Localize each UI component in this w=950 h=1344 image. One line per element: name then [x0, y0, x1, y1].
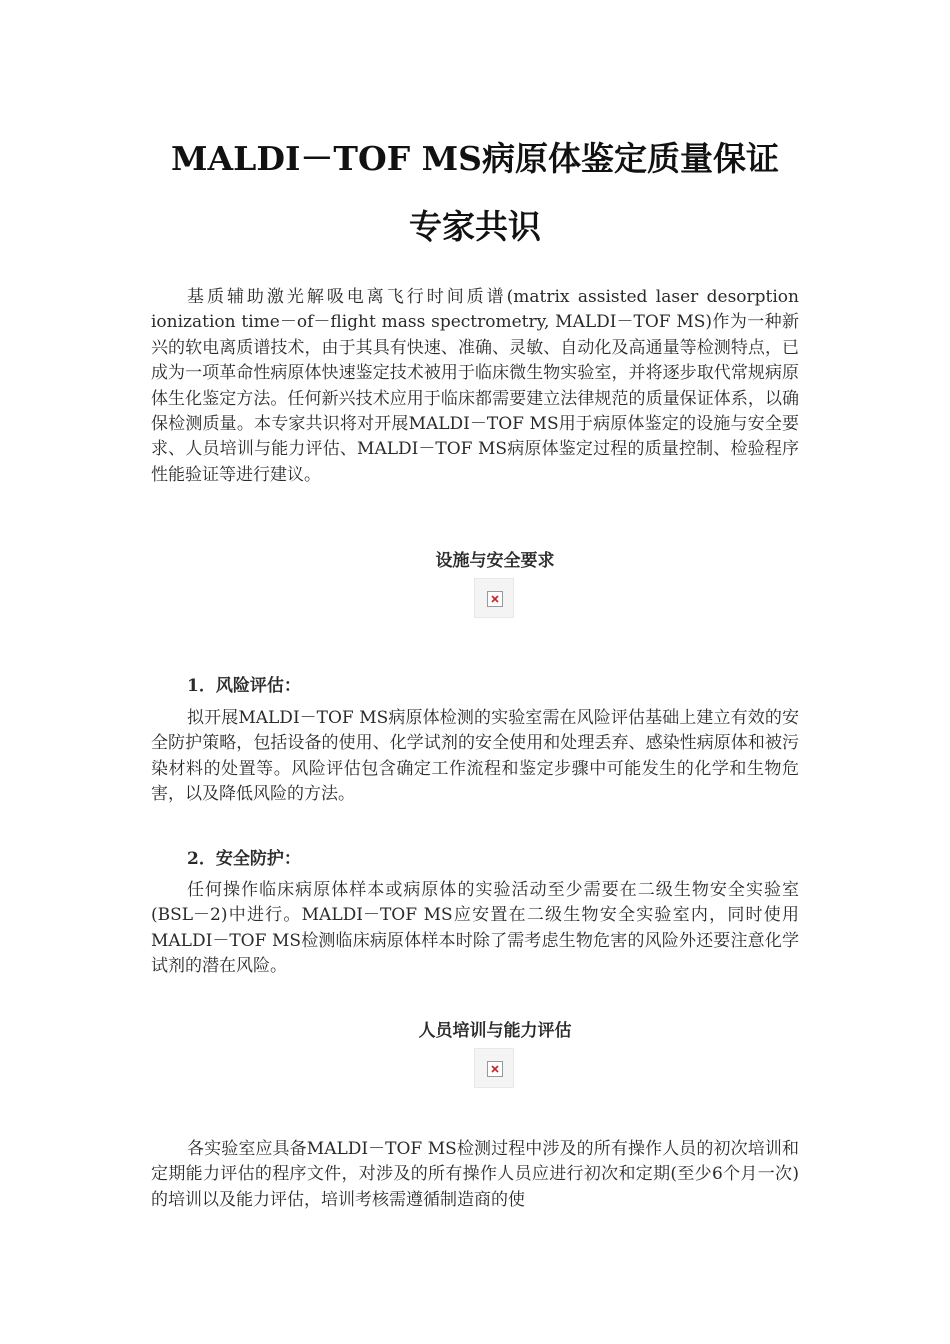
- risk-assessment-paragraph: 拟开展MALDI－TOF MS病原体检测的实验室需在风险评估基础上建立有效的安全防护策略，包括设备的使用、化学试剂的安全使用和处理丢弃、感染性病原体和被污染材料的处置等。风险评估包含确定工作流程和鉴定步骤中可能发生的化学和生物危害，以及降低风险的方法。: [151, 708, 799, 805]
- section-heading-personnel-training: 人员培训与能力评估: [418, 1021, 572, 1041]
- subsection-heading-risk-assessment: 1．风险评估：: [187, 676, 301, 696]
- safety-protection-paragraph: 任何操作临床病原体样本或病原体的实验活动至少需要在二级生物安全实验室(BSL－2)中进行。MALDI－TOF MS应安置在二级生物安全实验室内，同时使用MALDI－TOF MS检测临床病原体样本时除了需考虑生物危害的风险外还要注意化学试剂的潜在风险。: [151, 880, 799, 977]
- subsection-heading-safety-protection: 2．安全防护：: [187, 849, 301, 869]
- document-title-line2: 专家共识: [409, 207, 541, 246]
- document-title-line1: MALDI－TOF MS病原体鉴定质量保证: [171, 139, 779, 178]
- broken-image-icon: [474, 578, 514, 618]
- intro-paragraph: 基质辅助激光解吸电离飞行时间质谱(matrix assisted laser desorption ionization time－of－flight mass spectrometry, MALDI－TOF MS)作为一种新兴的软电离质谱技术，由于其具有快速、准确、灵敏、自动化及高通量等检测特点，已成为一项革命性病原体快速鉴定技术被用于临床微生物实验室，并将逐步取代常规病原体生化鉴定方法。任何新兴技术应用于临床都需要建立法律规范的质量保证体系，以确保检测质量。本专家共识将对开展MALDI－TOF MS用于病原体鉴定的设施与安全要求、人员培训与能力评估、MALDI－TOF MS病原体鉴定过程的质量控制、检验程序性能验证等进行建议。: [151, 287, 799, 485]
- section-heading-facilities: 设施与安全要求: [435, 551, 555, 571]
- broken-image-icon: [474, 1048, 514, 1088]
- personnel-training-paragraph: 各实验室应具备MALDI－TOF MS检测过程中涉及的所有操作人员的初次培训和定期能力评估的程序文件，对涉及的所有操作人员应进行初次和定期(至少6个月一次)的培训以及能力评估，培训考核需遵循制造商的使: [151, 1139, 799, 1210]
